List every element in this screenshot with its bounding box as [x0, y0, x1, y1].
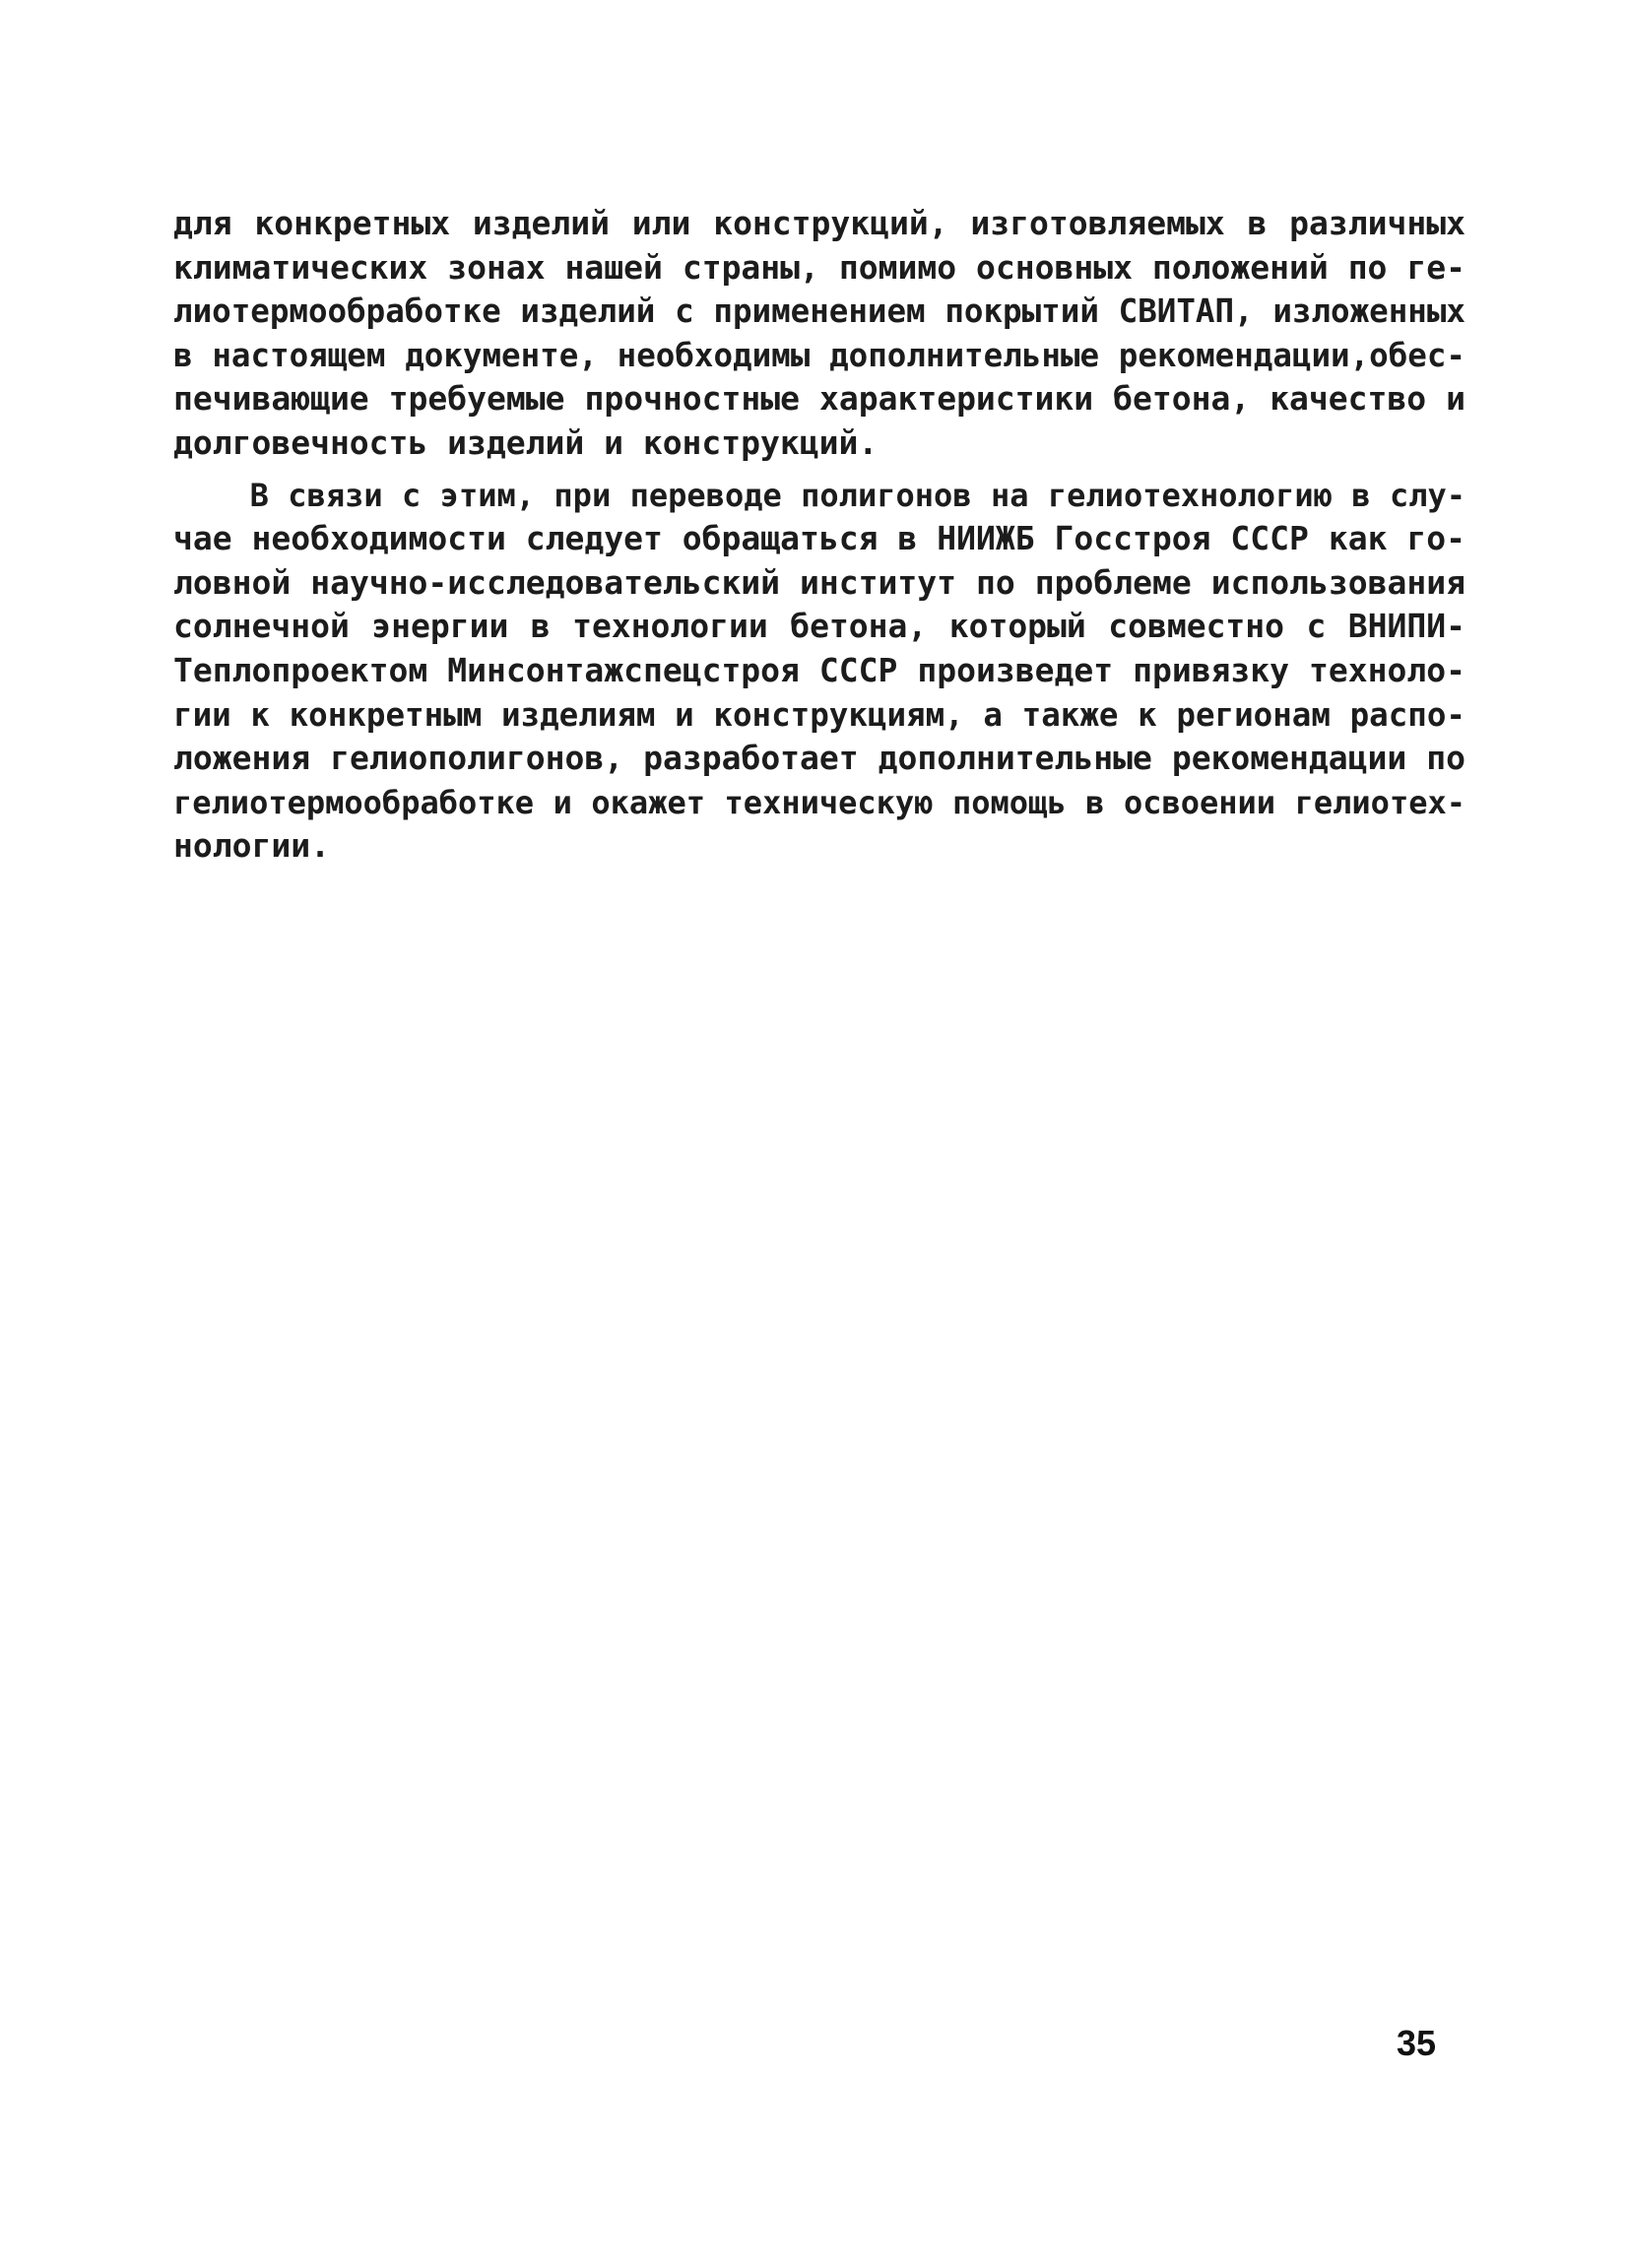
text-line: ловной научно-исследовательский институт по проблеме использования	[173, 562, 1465, 602]
paragraph-gap	[173, 466, 1465, 474]
body-text	[173, 202, 1465, 869]
text-line: гии к конкретным изделиям и конструкциям, а также к регионам распо-	[173, 695, 1465, 734]
page-number: 35	[1397, 2023, 1437, 2063]
text-line: лиотермообработке изделий с применением покрытий СВИТАП, изложенных	[173, 292, 1465, 331]
text-line: Теплопроектом Минсонтажспецстроя СССР произведет привязку техноло-	[173, 650, 1465, 689]
text-line: ложения гелиополигонов, разработает дополнительные рекомендации по	[173, 739, 1465, 778]
text-line: в настоящем документе, необходимы дополнительные рекомендации,обес-	[173, 336, 1465, 374]
text-line: долговечность изделий и конструкций.	[173, 422, 879, 462]
paragraph-1	[173, 202, 1465, 466]
paragraph-2	[173, 474, 1465, 869]
text-line: чае необходимости следует обращаться в НИИЖБ Госстроя СССР как го-	[173, 519, 1465, 558]
text-line: печивающие требуемые прочностные характеристики бетона, качество и	[173, 379, 1465, 419]
text-line: нологии.	[173, 826, 330, 866]
text-line: солнечной энергии в технологии бетона, который совместно с ВНИПИ-	[173, 607, 1465, 646]
text-line: В связи с этим, при переводе полигонов на гелиотехнологию в слу-	[173, 476, 1465, 514]
text-line: климатических зонах нашей страны, помимо основных положений по ге-	[173, 247, 1465, 287]
text-line: для конкретных изделий или конструкций, изготовляемых в различных	[173, 204, 1465, 242]
text-line: гелиотермообработке и окажет техническую помощь в освоении гелиотех-	[173, 783, 1465, 821]
